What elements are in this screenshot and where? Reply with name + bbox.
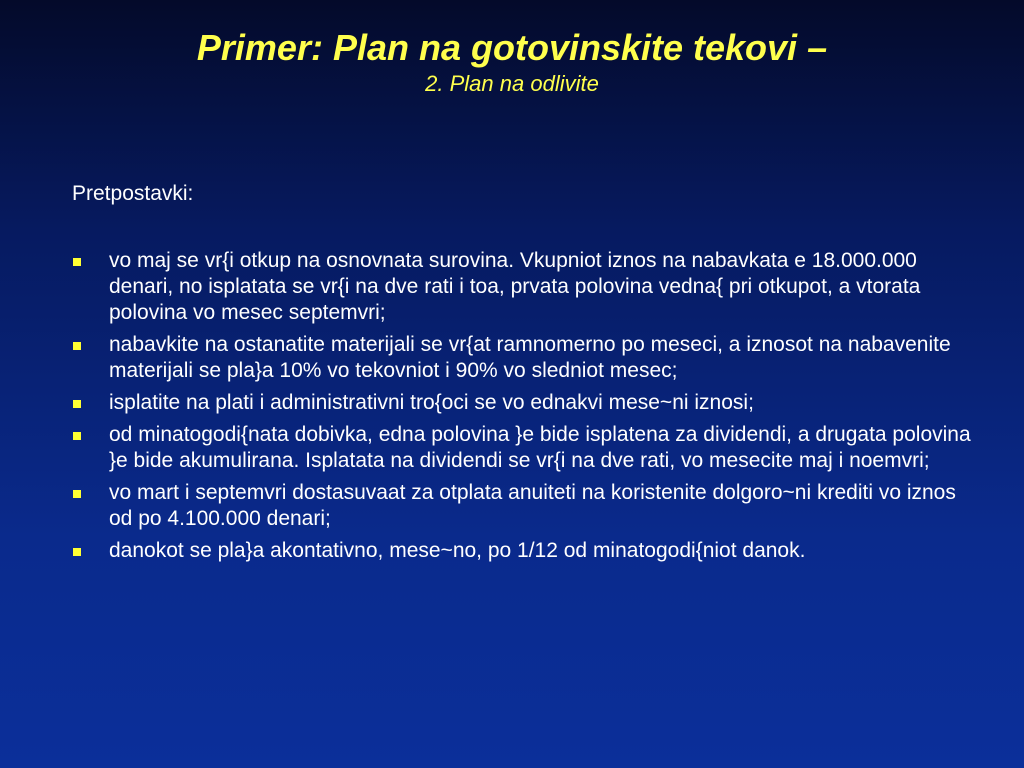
title-block <box>0 26 1024 98</box>
square-bullet-icon <box>73 258 81 266</box>
list-item <box>72 390 972 416</box>
assumptions-heading: Pretpostavki: <box>72 182 194 205</box>
list-item <box>72 480 972 532</box>
slide-subtitle: 2. Plan na odlivite <box>425 71 599 96</box>
list-item-text: nabavkite na ostanatite materijali se vr{at ramnomerno po meseci, a iznosot na nabavenite materijali se pla}a 10% vo tekovniot i 90% vo sledniot mesec; <box>109 333 951 382</box>
square-bullet-icon <box>73 400 81 408</box>
list-item-text: vo maj se vr{i otkup na osnovnata surovina. Vkupniot iznos na nabavkata e 18.000.000 denari, no isplatata se vr{i na dve rati i toa, prvata polovina vedna{ pri otkupot, a vtorata polovina vo mesec septemvri; <box>109 249 921 324</box>
list-item <box>72 332 972 384</box>
list-item <box>72 422 972 474</box>
list-item-text: vo mart i septemvri dostasuvaat za otplata anuiteti na koristenite dolgoro~ni krediti vo iznos od po 4.100.000 denari; <box>109 481 956 530</box>
square-bullet-icon <box>73 548 81 556</box>
square-bullet-icon <box>73 490 81 498</box>
list-item <box>72 248 972 326</box>
slide-title: Primer: Plan na gotovinskite tekovi – <box>196 27 828 68</box>
list-item-text: isplatite na plati i administrativni tro{oci se vo ednakvi mese~ni iznosi; <box>109 391 754 414</box>
list-item-text: danokot se pla}a akontativno, mese~no, po 1/12 od minatogodi{niot danok. <box>109 539 806 562</box>
square-bullet-icon <box>73 432 81 440</box>
square-bullet-icon <box>73 342 81 350</box>
list-item-text: od minatogodi{nata dobivka, edna polovina }e bide isplatena za dividendi, a drugata polovina }e bide akumulirana. Isplatata na dividendi se vr{i na dve rati, vo mesecite maj i noemvri; <box>109 423 971 472</box>
list-item <box>72 538 972 564</box>
assumptions-list <box>72 248 972 570</box>
